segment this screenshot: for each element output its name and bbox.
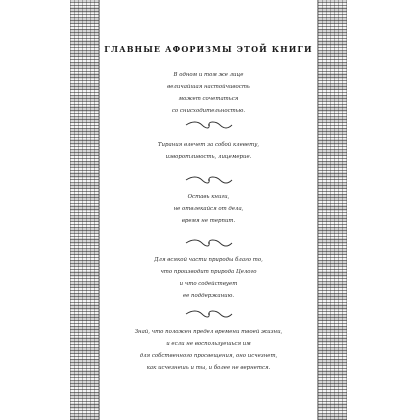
swirl-ornament-icon [184, 239, 234, 247]
decorative-border-left [70, 0, 99, 420]
aphorism-line: со снисходительностью. [171, 108, 246, 114]
aphorism-line: В одном и том же лице [173, 72, 244, 78]
aphorism-line: не отвлекайся от дела, [173, 206, 244, 212]
aphorism-line: величайшая настойчивость [167, 84, 250, 90]
decorative-border-right [318, 0, 347, 420]
aphorism-line: и что содействует [179, 281, 238, 287]
aphorism-line: что производит природа Целого [160, 269, 257, 275]
swirl-ornament-icon [184, 310, 234, 318]
aphorism-line: время не терпит. [181, 218, 236, 224]
swirl-ornament-icon [184, 176, 234, 184]
aphorism-line: ее поддержанию. [182, 293, 235, 299]
aphorism-line: изворотливость, лицемерие. [165, 154, 252, 160]
aphorism-line: Знай, что положен предел времени твоей жизни, [134, 329, 283, 335]
aphorism-2 [100, 139, 317, 163]
aphorism-line: может сочетаться [178, 96, 239, 102]
aphorism-4 [100, 254, 317, 302]
aphorism-line: Оставь книги, [187, 194, 230, 200]
aphorism-1 [100, 69, 317, 117]
aphorism-line: Тирания влечет за собой клевету, [157, 142, 260, 148]
border-rule-right [317, 0, 318, 420]
page-title: ГЛАВНЫЕ АФОРИЗМЫ ЭТОЙ КНИГИ [104, 44, 313, 54]
aphorism-line: как исчезнешь и ты, и более не вернется. [146, 365, 271, 371]
aphorism-line: Для всякой части природы благо то, [154, 257, 263, 263]
swirl-ornament-icon [184, 121, 234, 129]
aphorism-5 [100, 326, 317, 374]
aphorism-line: для собственного просвещения, оно исчезнет, [139, 353, 278, 359]
aphorism-line: и если не воспользуешься им [166, 341, 251, 347]
page-content [100, 0, 317, 420]
aphorism-3 [100, 191, 317, 227]
